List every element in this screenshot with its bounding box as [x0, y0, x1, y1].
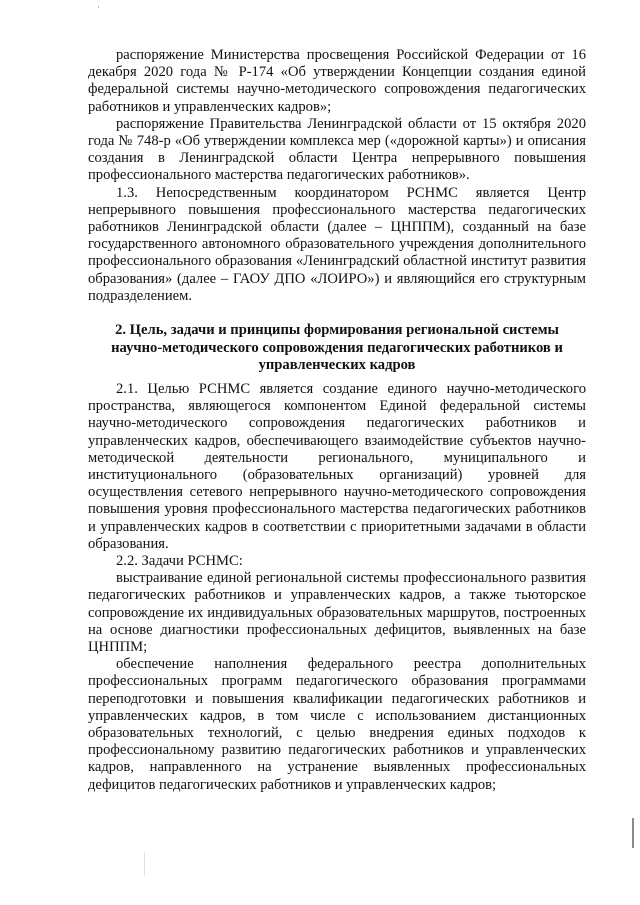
paragraph-task-professional-development: выстраивание единой региональной системы профессионального развития педагогических работников и управленческих кадров, а также тьюторское сопровождение их индивидуальных образовательных маршрутов, построенных на основе диагностики профессиональных дефицитов, выявленных на базе ЦНППМ; — [88, 570, 586, 656]
scan-artifact-right-edge — [632, 818, 634, 848]
paragraph-task-federal-registry: обеспечение наполнения федерального реестра дополнительных профессиональных программ педагогического образования программами переподготовки и повышения квалификации педагогических работников и управленческих кадров, в том числе с использованием дистанционных образовательных технологий, с целью внедрения единых подходов к профессиональному развитию педагогических работников и управленческих кадров, направленного на устранение выявленных профессиональных дефицитов педагогических работников и управленческих кадров; — [88, 656, 586, 793]
section-2-heading: 2. Цель, задачи и принципы формирования региональной системы научно-методического сопровождения педагогических работников и управленческих кадров — [111, 322, 563, 374]
body-text-block-2 — [88, 381, 586, 794]
paragraph-2-1-goal: 2.1. Целью РСНМС является создание единого научно-методического пространства, являющегося компонентом Единой федеральной системы научно-методического сопровождения педагогических работников и управленческих кадров, обеспечивающего взаимодействие субъектов научно-методической деятельности регионального, муниципального и институционального (образовательных организаций) уровней для осуществления сетевого непрерывного научно-методического сопровождения повышения уровня профессионального мастерства педагогических работников и управленческих кадров в соответствии с приоритетными задачами в области образования. — [88, 381, 586, 552]
body-text-block-1 — [88, 47, 586, 305]
scan-artifact-bottom — [144, 852, 145, 876]
paragraph-order-ministry: распоряжение Министерства просвещения Российской Федерации от 16 декабря 2020 года № Р-174 «Об утверждении Концепции создания единой федеральной системы научно-методического сопровождения педагогических работников и управленческих кадров»; — [88, 47, 586, 115]
paragraph-2-2-tasks-title: 2.2. Задачи РСНМС: — [116, 553, 243, 570]
paragraph-1-3-coordinator: 1.3. Непосредственным координатором РСНМС является Центр непрерывного повышения профессионального мастерства педагогических работников Ленинградской области (далее – ЦНППМ), созданный на базе государственного автономного образовательного учреждения дополнительного профессионального образования «Ленинградский областной институт развития образования» (далее – ГАОУ ДПО «ЛОИРО») и являющийся его структурным подразделением. — [88, 184, 586, 304]
scan-artifact-top — [98, 6, 99, 8]
paragraph-order-government: распоряжение Правительства Ленинградской области от 15 октября 2020 года № 748-р «Об утверждении комплекса мер («дорожной карты») и описания создания в Ленинградской области Центра непрерывного повышения профессионального мастерства педагогических работников». — [88, 115, 586, 184]
